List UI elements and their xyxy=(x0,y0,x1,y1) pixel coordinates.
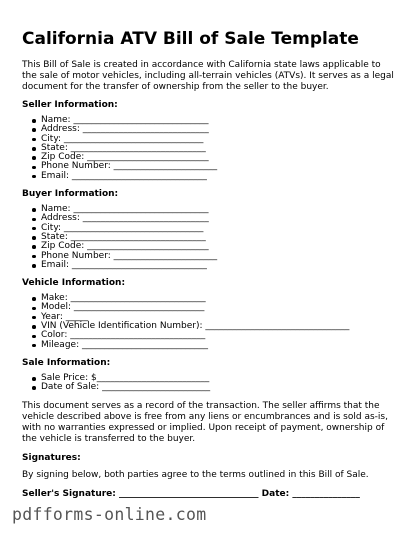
sale-price-field[interactable]: Sale Price: $_________________________ xyxy=(22,374,397,383)
watermark: pdfforms-online.com xyxy=(12,505,207,524)
seller-signature-line[interactable]: Seller's Signature: _______________________________ Date: _______________ xyxy=(22,488,360,499)
vehicle-list xyxy=(22,294,397,350)
page-title: California ATV Bill of Sale Template xyxy=(22,29,359,49)
vehicle-section xyxy=(22,278,397,350)
seller-zip-field[interactable]: Zip Code: ___________________________ xyxy=(22,153,397,162)
vehicle-color-field[interactable]: Color: ______________________________ xyxy=(22,331,397,340)
vehicle-year-field[interactable]: Year: _____ xyxy=(22,313,397,322)
document-page xyxy=(22,28,397,500)
buyer-list xyxy=(22,205,397,270)
vehicle-vin-field[interactable]: VIN (Vehicle Identification Number): ________________________________ xyxy=(22,322,397,331)
intro-paragraph: This Bill of Sale is created in accordance with California state laws applicable to the sale of motor vehicles, including all-terrain vehicles (ATVs). It serves as a legal document for the transfer of ownership from the seller to the buyer. xyxy=(22,60,394,92)
buyer-section xyxy=(22,189,397,270)
buyer-address-field[interactable]: Address: ____________________________ xyxy=(22,214,397,223)
buyer-zip-field[interactable]: Zip Code: ___________________________ xyxy=(22,242,397,251)
sale-heading: Sale Information: xyxy=(22,357,111,368)
buyer-heading: Buyer Information: xyxy=(22,189,119,200)
buyer-phone-field[interactable]: Phone Number: _______________________ xyxy=(22,252,397,261)
sale-section xyxy=(22,358,397,393)
seller-address-field[interactable]: Address: ____________________________ xyxy=(22,125,397,134)
seller-list xyxy=(22,116,397,181)
buyer-email-field[interactable]: Email: ______________________________ xyxy=(22,261,397,270)
vehicle-heading: Vehicle Information: xyxy=(22,278,126,289)
buyer-name-field[interactable]: Name: ______________________________ xyxy=(22,205,397,214)
vehicle-make-field[interactable]: Make: ______________________________ xyxy=(22,294,397,303)
record-paragraph: This document serves as a record of the transaction. The seller affirms that the vehicle described above is free from any liens or encumbrances and is sold as-is, with no warranties expressed or implied. Upon receipt of payment, ownership of the vehicle is transferred to the buyer. xyxy=(22,400,388,444)
seller-state-field[interactable]: State: ______________________________ xyxy=(22,144,397,153)
buyer-city-field[interactable]: City: _______________________________ xyxy=(22,224,397,233)
seller-section xyxy=(22,100,397,181)
vehicle-mileage-field[interactable]: Mileage: ____________________________ xyxy=(22,341,397,350)
vehicle-model-field[interactable]: Model: _____________________________ xyxy=(22,303,397,312)
buyer-state-field[interactable]: State: ______________________________ xyxy=(22,233,397,242)
sale-date-field[interactable]: Date of Sale: ________________________ xyxy=(22,383,397,392)
signatures-heading: Signatures: xyxy=(22,452,81,463)
seller-phone-field[interactable]: Phone Number: _______________________ xyxy=(22,162,397,171)
seller-city-field[interactable]: City: _______________________________ xyxy=(22,135,397,144)
sale-list xyxy=(22,374,397,393)
seller-name-field[interactable]: Name: ______________________________ xyxy=(22,116,397,125)
seller-heading: Seller Information: xyxy=(22,100,118,110)
signatures-text: By signing below, both parties agree to the terms outlined in this Bill of Sale. xyxy=(22,469,369,480)
seller-email-field[interactable]: Email: ______________________________ xyxy=(22,172,397,181)
